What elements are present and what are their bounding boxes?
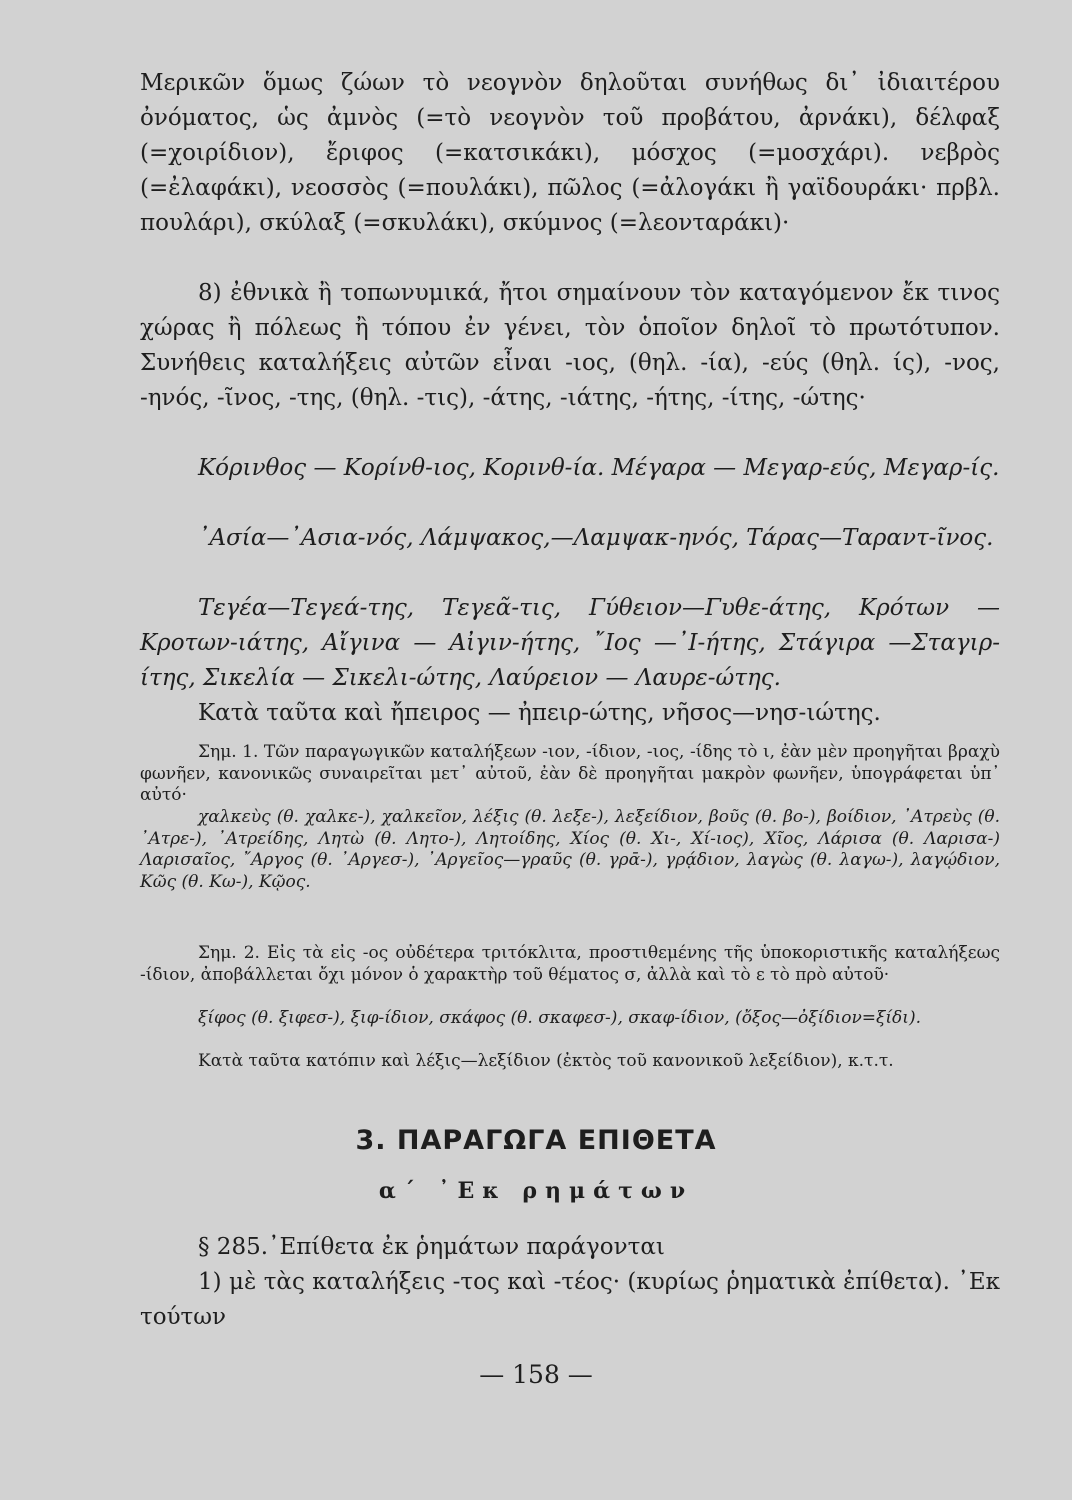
paragraph-285: § 285.᾽Επίθετα ἐκ ῥημάτων παράγονται [198,1234,665,1260]
example-asia: ᾽Ασία—᾽Ασια-νός, Λάμψακος,—Λαμψακ-ηνός, Τάρας—Ταραντ-ῖνος. [198,525,994,551]
note-2-tail: Κατὰ ταῦτα κατόπιν καὶ λέξις—λεξίδιον (ἐκτὸς τοῦ κανονικοῦ λεξείδιον), κ.τ.τ. [198,1051,894,1071]
page-number: — 158 — [479,1360,593,1389]
note-1: Σημ. 1. Τῶν παραγωγικῶν καταλήξεων -ιον, -ίδιον, -ιος, -ίδης τὸ ι, ἐὰν μὲν προηγῆται βραχὺ φωνῆεν, κανονικῶς συναιρεῖται μετ᾽ αὐτοῦ, ἐὰν δὲ προηγῆται μακρὸν φωνῆεν, ὑπογράφεται ὑπ᾽ αὐτό· [140,742,1000,805]
example-epeiros: Κατὰ ταῦτα καὶ ἤπειρος — ἠπειρ-ώτης, νῆσος—νησ-ιώτης. [198,700,881,726]
example-tegea: Τεγέα—Τεγεά-της, Τεγεᾶ-τις, Γύθειον—Γυθε-άτης, Κρότων —Κροτων-ιάτης, Αἴγινα — Αἰγιν-ήτης, ῎Ιος —᾽Ι-ήτης, Στάγιρα —Σταγιρ-ίτης, Σικελία — Σικελι-ώτης, Λαύρειον — Λαυρε-ώτης. [140,595,1000,691]
note-2-examples: ξίφος (θ. ξιφεσ-), ξιφ-ίδιον, σκάφος (θ. σκαφεσ-), σκαφ-ίδιον, (ὄξος—ὀξίδιον=ξίδι). [198,1008,921,1028]
paragraph-ethnika: 8) ἐθνικὰ ἢ τοπωνυμικά, ἤτοι σημαίνουν τὸν καταγόμενον ἔκ τινος χώρας ἢ πόλεως ἢ τόπου ἐν γένει, τὸν ὁποῖον δηλοῖ τὸ πρωτότυπον. Συνήθεις καταλήξεις αὐτῶν εἶναι -ιος, (θηλ. -ία), -εύς (θηλ. ίς), -νος, -ηνός, -ῖνος, -της, (θηλ. -τις), -άτης, -ιάτης, -ήτης, -ίτης, -ώτης· [140,280,1000,411]
example-korinthos: Κόρινθος — Κορίνθ-ιος, Κορινθ-ία. Μέγαρα — Μεγαρ-εύς, Μεγαρ-ίς. [198,455,1000,481]
section-heading: 3. ΠΑΡΑΓΩΓΑ ΕΠΙΘΕΤΑ [355,1125,717,1156]
note-2: Σημ. 2. Εἰς τὰ εἰς -ος οὐδέτερα τριτόκλιτα, προστιθεμένης τῆς ὑποκοριστικῆς καταλήξεως -ίδιον, ἀποβάλλεται ὄχι μόνον ὁ χαρακτὴρ τοῦ θέματος σ, ἀλλὰ καὶ τὸ ε τὸ πρὸ αὐτοῦ· [140,943,1000,985]
paragraph-intro: Μερικῶν ὅμως ζώων τὸ νεογνὸν δηλοῦται συνήθως δι᾽ ἰδιαιτέρου ὀνόματος, ὡς ἀμνὸς (=τὸ νεογνὸν τοῦ προβάτου, ἀρνάκι), δέλφαξ (=χοιρίδιον), ἔριφος (=κατσικάκι), μόσχος (=μοσχάρι). νεβρὸς (=ἐλαφάκι), νεοσσὸς (=πουλάκι), πῶλος (=ἀλογάκι ἢ γαϊδουράκι· πρβλ. πουλάρι), σκύλαξ (=σκυλάκι), σκύμνος (=λεονταράκι)· [140,70,1000,236]
section-subheading: α΄ ᾽Εκ ρημάτων [378,1178,694,1204]
note-1-examples: χαλκεὺς (θ. χαλκε-), χαλκεῖον, λέξις (θ. λεξε-), λεξείδιον, βοῦς (θ. βο-), βοίδιον, ᾽Ατρεὺς (θ. ᾽Ατρε-), ᾽Ατρείδης, Λητὼ (θ. Λητο-), Λητοίδης, Χίος (θ. Χι-, Χί-ιος), Χῖος, Λάρισα (θ. Λαρισα-) Λαρισαῖος, ῎Αργος (θ. ᾽Αργεσ-), ᾽Αργεῖος—γραῦς (θ. γρᾱ-), γρᾴδιον, λαγὼς (θ. λαγω-), λαγῴδιον, Κῶς (θ. Κω-), Κῷος. [140,807,1000,892]
paragraph-285-item-1: 1) μὲ τὰς καταλήξεις -τος καὶ -τέος· (κυρίως ῥηματικὰ ἐπίθετα). ᾽Εκ τούτων [140,1269,1000,1330]
